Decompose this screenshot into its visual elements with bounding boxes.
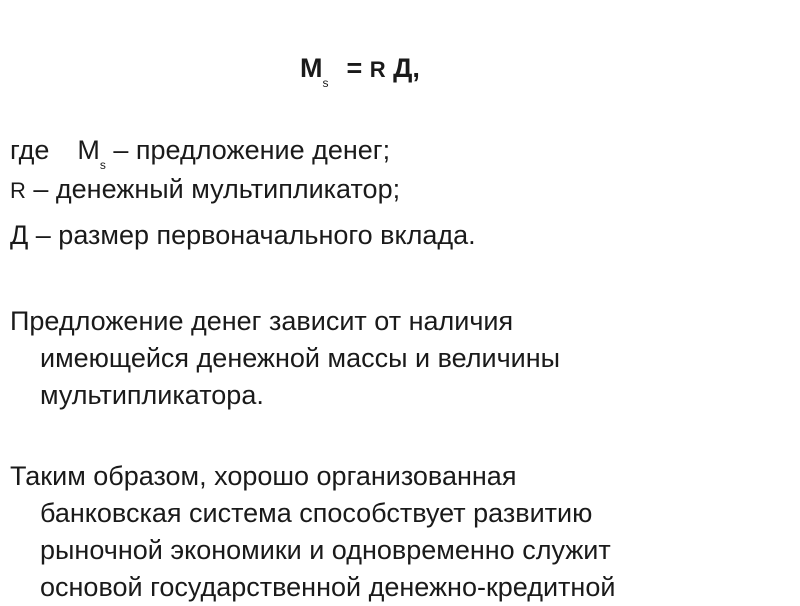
definition-r-letter: R bbox=[10, 178, 26, 203]
paragraph-line: имеющейся денежной массы и величины bbox=[40, 343, 561, 373]
paragraph-line: банковская система способствует развитию bbox=[40, 498, 593, 528]
definition-d bbox=[10, 217, 476, 253]
paragraph-line: мультипликатора. bbox=[40, 380, 264, 410]
paragraph-line: Таким образом, хорошо организованная bbox=[10, 461, 517, 491]
definition-r bbox=[10, 171, 400, 209]
paragraph-conclusion bbox=[10, 458, 790, 606]
paragraph-money-supply bbox=[10, 303, 790, 414]
formula-right-side bbox=[347, 53, 420, 83]
paragraph-line: рыночной экономики и одновременно служит bbox=[40, 535, 611, 565]
formula-ms-letter: М bbox=[300, 53, 323, 83]
definition-d-text: Д – размер первоначального вклада. bbox=[10, 220, 476, 250]
definition-ms-letter: М bbox=[77, 135, 100, 165]
formula-d-part: Д, bbox=[385, 53, 420, 83]
paragraph-line: основой государственной денежно-кредитной bbox=[40, 572, 616, 602]
definition-r-text: – денежный мультипликатор; bbox=[25, 174, 401, 204]
paragraph-line: Предложение денег зависит от наличия bbox=[10, 306, 514, 336]
formula-r-letter: R bbox=[369, 57, 386, 82]
definition-ms-subscript: s bbox=[99, 158, 106, 172]
formula-equals: = bbox=[346, 53, 370, 83]
formula-ms-subscript: s bbox=[322, 76, 329, 90]
definition-ms-text: – предложение денег; bbox=[105, 135, 391, 165]
money-supply-formula bbox=[300, 48, 420, 103]
definition-prefix: где bbox=[10, 135, 50, 165]
